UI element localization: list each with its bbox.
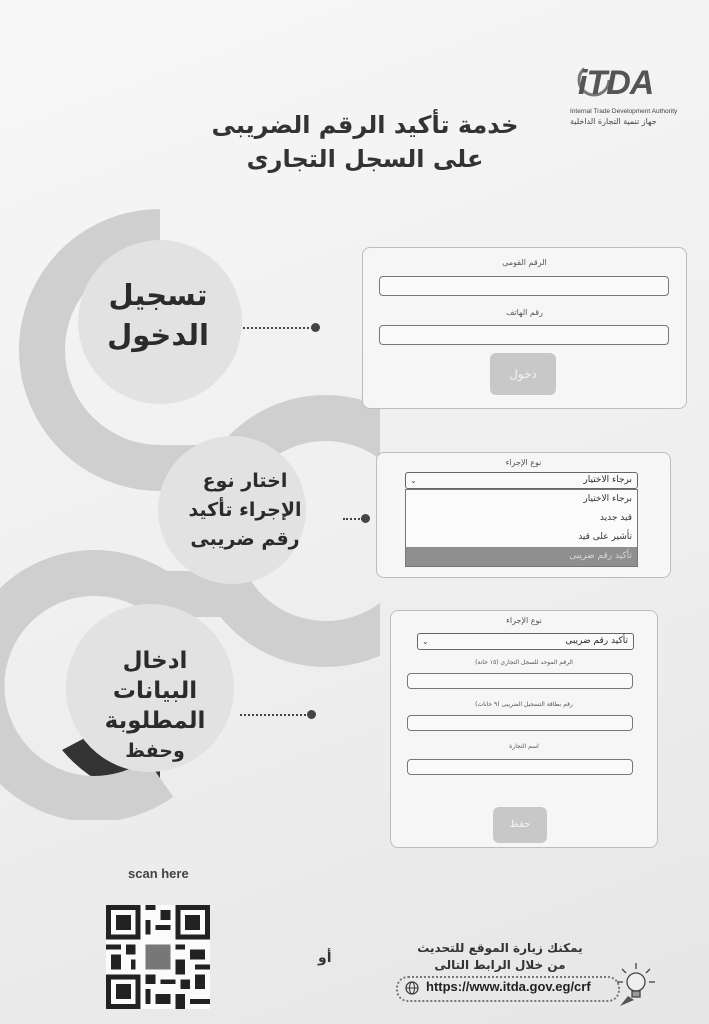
national-id-input[interactable] bbox=[379, 276, 669, 296]
lightbulb-icon bbox=[614, 960, 658, 1010]
step-2-text: اختار نوع الإجراء تأكيد رقم ضريبى bbox=[188, 470, 302, 550]
or-text: أو bbox=[318, 950, 332, 966]
connector-1 bbox=[243, 327, 313, 329]
unified-number-input[interactable] bbox=[407, 673, 633, 689]
connector-2-dot bbox=[361, 514, 370, 523]
connector-1-dot bbox=[311, 323, 320, 332]
connector-3 bbox=[240, 714, 310, 716]
procedure-label: نوع الإجراء bbox=[506, 616, 542, 625]
connector-2 bbox=[343, 518, 363, 520]
chevron-down-icon: ⌄ bbox=[422, 637, 429, 646]
trade-name-label: اسم التجارة bbox=[509, 743, 539, 750]
chevron-down-icon: ⌄ bbox=[410, 476, 417, 485]
save-button[interactable]: حفظ bbox=[493, 807, 547, 843]
procedure-type-select[interactable]: برجاء الاختيار ⌄ bbox=[405, 472, 638, 489]
phone-input[interactable] bbox=[379, 325, 669, 345]
procedure-options-list bbox=[405, 489, 638, 567]
step-3-text: ادخال البيانات المطلوبة وحفظ bbox=[104, 648, 206, 762]
page-title bbox=[180, 108, 550, 176]
logo-brand: iTDA bbox=[578, 64, 654, 102]
tax-card-input[interactable] bbox=[407, 715, 633, 731]
step-1-text: تسجيل الدخول bbox=[107, 278, 209, 352]
option-confirm-tax-number[interactable]: تأكيد رقم ضريبى bbox=[406, 547, 637, 566]
connector-3-dot bbox=[307, 710, 316, 719]
procedure-type-card bbox=[376, 452, 671, 578]
visit-website-text: يمكنك زيارة الموقع للتحديث من خلال الرابط التالى bbox=[417, 941, 583, 972]
data-entry-card bbox=[390, 610, 658, 848]
option-please-choose[interactable]: برجاء الاختيار bbox=[583, 494, 632, 504]
national-id-label: الرقم القومى bbox=[502, 258, 547, 267]
logo-arabic-name: جهاز تنمية التجارة الداخلية bbox=[570, 117, 657, 126]
globe-icon bbox=[405, 981, 419, 995]
unified-number-label: الرقم الموحد للسجل التجارى (١٥ خانة) bbox=[475, 659, 573, 666]
qr-code-icon[interactable] bbox=[106, 905, 210, 1009]
trade-name-input[interactable] bbox=[407, 759, 633, 775]
itda-logo bbox=[560, 60, 690, 140]
phone-label: رقم الهاتف bbox=[506, 308, 543, 317]
login-button[interactable]: دخول bbox=[490, 353, 556, 395]
scan-here-text: scan here bbox=[128, 866, 189, 881]
tax-card-label: رقم بطاقة التسجيل الضريبى (٩ خانات) bbox=[475, 701, 573, 708]
website-link[interactable]: https://www.itda.gov.eg/crf bbox=[426, 979, 591, 994]
option-new-registration[interactable]: قيد جديد bbox=[599, 513, 632, 523]
title-line-2: على السجل التجارى bbox=[246, 145, 484, 173]
logo-english-name: Internal Trade Development Authority bbox=[570, 108, 678, 115]
login-form-card bbox=[362, 247, 687, 409]
procedure-select[interactable]: تأكيد رقم ضريبى ⌄ bbox=[417, 633, 634, 650]
title-line-1: خدمة تأكيد الرقم الضريبى bbox=[211, 111, 519, 139]
procedure-type-label: نوع الإجراء bbox=[505, 458, 542, 467]
option-annotate-registration[interactable]: تأشير على قيد bbox=[578, 532, 632, 542]
